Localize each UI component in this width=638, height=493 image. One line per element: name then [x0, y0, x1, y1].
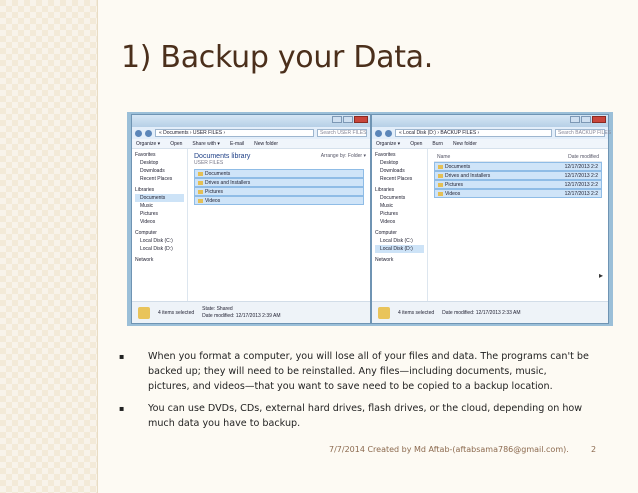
organize-button[interactable]: Organize ▾ [376, 140, 401, 147]
close-icon[interactable] [354, 116, 368, 123]
slide-footer: 7/7/2014 Created by Md Aftab-(aftabsama786@gmail.com). [329, 445, 569, 454]
nav-local-disk-d[interactable]: Local Disk (D:) [375, 245, 424, 253]
forward-icon[interactable] [385, 130, 392, 137]
nav-desktop[interactable]: Desktop [380, 160, 399, 166]
command-bar [372, 139, 608, 149]
nav-videos[interactable]: Videos [140, 219, 156, 225]
column-date-modified[interactable]: Date modified [568, 154, 599, 160]
maximize-icon[interactable] [581, 116, 591, 123]
list-item[interactable]: Drives and Installers 12/17/2013 2:2 [434, 171, 602, 180]
file-list [428, 149, 608, 301]
details-pane [372, 301, 608, 323]
nav-music[interactable]: Music [140, 203, 154, 209]
arrange-by-dropdown[interactable]: Arrange by: Folder ▾ [320, 153, 366, 159]
folder-icon [198, 172, 203, 176]
minimize-icon[interactable] [570, 116, 580, 123]
new-folder-button[interactable]: New folder [452, 140, 477, 147]
library-subtitle: USER FILES [194, 160, 224, 166]
side-band-divider [97, 0, 98, 493]
list-item[interactable]: Videos [194, 196, 364, 205]
selection-count: 4 items selected [398, 309, 435, 316]
bullet-item [119, 401, 589, 431]
open-button[interactable]: Open [410, 140, 423, 147]
close-icon[interactable] [592, 116, 606, 123]
nav-desktop[interactable]: Desktop [140, 160, 159, 166]
nav-videos[interactable]: Videos [380, 219, 396, 225]
date-modified-label: Date modified: 12/17/2013 2:39 AM [202, 313, 281, 319]
burn-button[interactable]: Burn [432, 140, 443, 147]
nav-pictures[interactable]: Pictures [140, 211, 159, 217]
nav-downloads[interactable]: Downloads [380, 168, 405, 174]
bullet-marker: ▪ [119, 352, 125, 361]
path-field[interactable]: « Local Disk (D:) › BACKUP FILES › [395, 129, 552, 137]
mouse-cursor-icon: ▸ [599, 271, 604, 280]
minimize-icon[interactable] [332, 116, 342, 123]
selection-count: 4 items selected [158, 309, 195, 316]
nav-computer[interactable]: Computer [135, 230, 157, 236]
folder-icon [438, 192, 443, 196]
window-controls [570, 116, 606, 123]
maximize-icon[interactable] [343, 116, 353, 123]
list-item[interactable]: Videos 12/17/2013 2:2 [434, 189, 602, 198]
library-title: Documents library [194, 153, 251, 160]
back-icon[interactable] [375, 130, 382, 137]
nav-local-disk-c[interactable]: Local Disk (C:) [140, 238, 173, 244]
page-number: 2 [591, 445, 597, 454]
folder-icon [438, 183, 443, 187]
bullet-item [119, 349, 589, 394]
share-with-button[interactable]: Share with ▾ [192, 140, 220, 147]
column-headers [434, 153, 602, 162]
address-bar [372, 127, 611, 139]
bullet-list [119, 349, 589, 438]
state-label: State: Shared [202, 306, 233, 312]
folder-icon [438, 174, 443, 178]
slide-title: 1) Backup your Data. [121, 40, 433, 75]
nav-libraries[interactable]: Libraries [135, 187, 155, 193]
date-modified-label: Date modified: 12/17/2013 2:33 AM [442, 309, 521, 316]
folder-icon [138, 307, 150, 319]
file-list [188, 149, 370, 301]
list-item[interactable]: Pictures 12/17/2013 2:2 [434, 180, 602, 189]
back-icon[interactable] [135, 130, 142, 137]
title-bar [132, 115, 370, 127]
new-folder-button[interactable]: New folder [254, 140, 279, 147]
email-button[interactable]: E-mail [229, 140, 245, 147]
forward-icon[interactable] [145, 130, 152, 137]
nav-network[interactable]: Network [375, 257, 394, 263]
bullet-marker: ▪ [119, 404, 125, 413]
explorer-window-user-files [131, 114, 371, 324]
nav-favorites[interactable]: Favorites [375, 152, 396, 158]
search-input[interactable]: Search BACKUP FILES [555, 129, 605, 137]
nav-music[interactable]: Music [380, 203, 394, 209]
address-bar [132, 127, 370, 139]
nav-libraries[interactable]: Libraries [375, 187, 395, 193]
list-item[interactable]: Documents 12/17/2013 2:2 [434, 162, 602, 171]
nav-downloads[interactable]: Downloads [140, 168, 165, 174]
search-input[interactable]: Search USER FILES [317, 129, 367, 137]
folder-icon [378, 307, 390, 319]
file-items [194, 169, 364, 205]
folder-icon [438, 165, 443, 169]
folder-icon [198, 199, 203, 203]
list-item[interactable]: Pictures [194, 187, 364, 196]
folder-icon [198, 181, 203, 185]
nav-network[interactable]: Network [135, 257, 154, 263]
explorer-screenshot [127, 112, 613, 326]
bullet-text: When you format a computer, you will lose all of your files and data. The programs can't be backed up; they will need to be reinstalled. Any files—including documents, music, pictures, and videos—that you want to save need to be copied to a backup location. [148, 351, 589, 392]
decorative-side-band [0, 0, 97, 493]
explorer-window-backup-files [371, 114, 609, 324]
path-field[interactable]: « Documents › USER FILES › [155, 129, 314, 137]
open-button[interactable]: Open [170, 140, 183, 147]
nav-local-disk-c[interactable]: Local Disk (C:) [380, 238, 413, 244]
navigation-pane [132, 149, 188, 301]
list-item[interactable]: Documents [194, 169, 364, 178]
details-pane [132, 301, 370, 323]
organize-button[interactable]: Organize ▾ [136, 140, 161, 147]
title-bar [372, 115, 608, 127]
bullet-text: You can use DVDs, CDs, external hard drives, flash drives, or the cloud, depending on how much data you have to backup. [148, 403, 583, 429]
nav-computer[interactable]: Computer [375, 230, 397, 236]
window-body [372, 149, 608, 301]
nav-local-disk-d[interactable]: Local Disk (D:) [140, 246, 173, 252]
command-bar [132, 139, 370, 149]
nav-documents[interactable]: Documents [135, 194, 184, 202]
list-item[interactable]: Drives and Installers [194, 178, 364, 187]
navigation-pane [372, 149, 428, 301]
nav-recent-places[interactable]: Recent Places [380, 176, 413, 182]
folder-icon [198, 190, 203, 194]
nav-documents[interactable]: Documents [380, 195, 406, 201]
nav-pictures[interactable]: Pictures [380, 211, 399, 217]
window-controls [332, 116, 368, 123]
nav-recent-places[interactable]: Recent Places [140, 176, 173, 182]
column-name[interactable]: Name [437, 154, 451, 160]
window-body [132, 149, 370, 301]
nav-favorites[interactable]: Favorites [135, 152, 156, 158]
